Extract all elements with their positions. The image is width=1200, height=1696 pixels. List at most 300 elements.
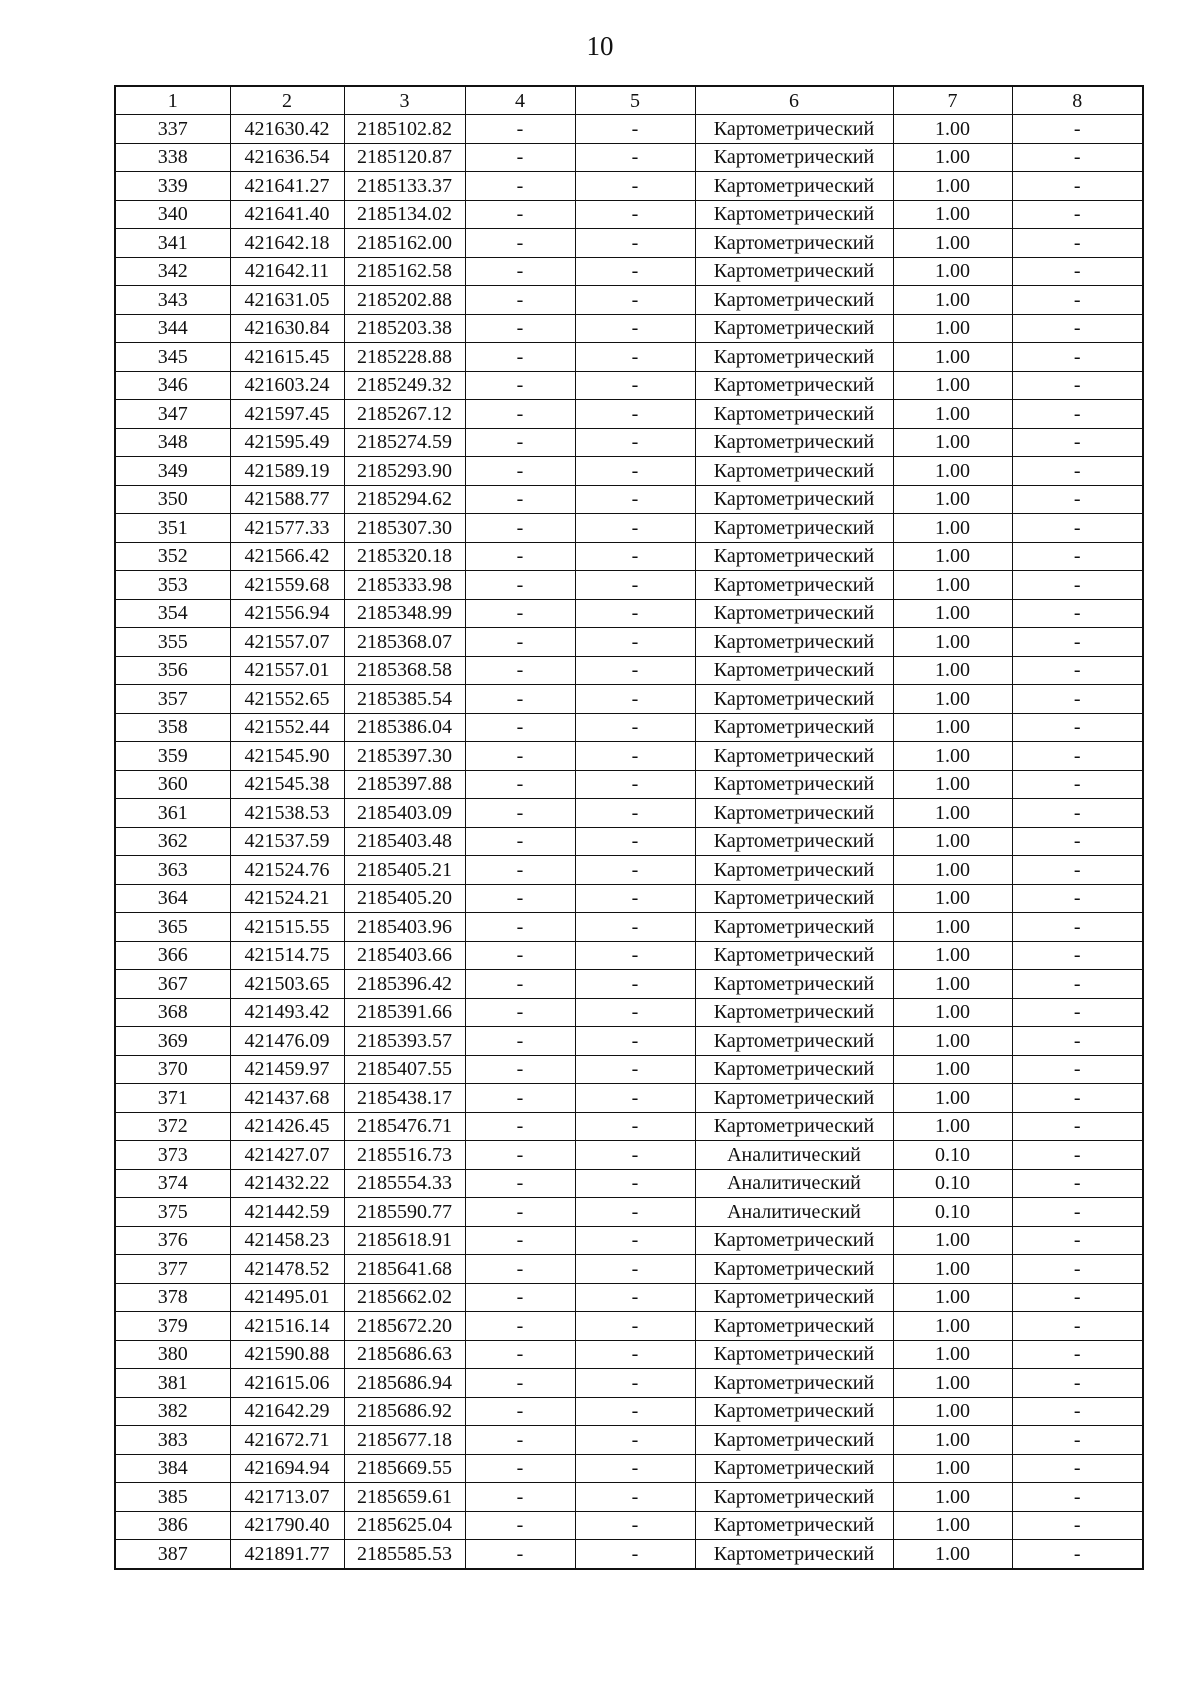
table-cell: 1.00 [893,1540,1012,1569]
table-cell: 2185476.71 [344,1112,465,1141]
table-cell: 1.00 [893,571,1012,600]
table-cell: Картометрический [695,1426,893,1455]
table-cell: 2185386.04 [344,713,465,742]
table-cell: 1.00 [893,542,1012,571]
table-cell: 421642.11 [230,257,344,286]
table-cell: - [575,1312,695,1341]
table-cell: 421642.29 [230,1397,344,1426]
table-cell: 421493.42 [230,998,344,1027]
table-cell: 355 [115,628,230,657]
table-cell: 337 [115,115,230,144]
table-cell: Картометрический [695,314,893,343]
table-row [115,371,1143,400]
table-cell: 1.00 [893,1027,1012,1056]
table-cell: Картометрический [695,884,893,913]
table-cell: - [575,428,695,457]
table-row [115,314,1143,343]
table-cell: 1.00 [893,1084,1012,1113]
table-cell: - [575,913,695,942]
table-cell: Картометрический [695,343,893,372]
table-cell: Картометрический [695,998,893,1027]
table-cell: 2185396.42 [344,970,465,999]
table-cell: - [1012,314,1143,343]
table-cell: Картометрический [695,571,893,600]
table-cell: Картометрический [695,1540,893,1569]
table-cell: - [465,286,575,315]
table-cell: - [465,856,575,885]
table-cell: - [1012,742,1143,771]
table-cell: - [1012,770,1143,799]
table-cell: - [575,628,695,657]
table-cell: 2185618.91 [344,1226,465,1255]
table-cell: 421631.05 [230,286,344,315]
table-cell: 0.10 [893,1169,1012,1198]
table-cell: 384 [115,1454,230,1483]
table-cell: 1.00 [893,1454,1012,1483]
table-cell: 0.10 [893,1141,1012,1170]
table-cell: 2185590.77 [344,1198,465,1227]
table-cell: - [575,1283,695,1312]
table-cell: 2185333.98 [344,571,465,600]
table-cell: 378 [115,1283,230,1312]
table-cell: 2185102.82 [344,115,465,144]
table-cell: 359 [115,742,230,771]
table-cell: - [1012,485,1143,514]
table-cell: 421537.59 [230,827,344,856]
column-header: 7 [893,86,1012,115]
table-cell: Картометрический [695,1511,893,1540]
column-header: 2 [230,86,344,115]
table-cell: 340 [115,200,230,229]
table-cell: - [575,685,695,714]
table-cell: - [1012,172,1143,201]
table-body [115,115,1143,1569]
table-cell: - [1012,1226,1143,1255]
table-cell: 349 [115,457,230,486]
table-cell: 385 [115,1483,230,1512]
table-cell: Картометрический [695,656,893,685]
table-cell: - [1012,1340,1143,1369]
table-cell: 374 [115,1169,230,1198]
table-cell: 1.00 [893,400,1012,429]
table-cell: - [465,143,575,172]
table-cell: Картометрический [695,428,893,457]
table-cell: 369 [115,1027,230,1056]
table-cell: 345 [115,343,230,372]
table-cell: Картометрический [695,970,893,999]
table-cell: 1.00 [893,172,1012,201]
table-cell: - [1012,1540,1143,1569]
table-cell: 386 [115,1511,230,1540]
table-cell: - [465,1112,575,1141]
table-cell: - [1012,1369,1143,1398]
table-cell: - [465,1027,575,1056]
table-row [115,1426,1143,1455]
table-cell: - [465,1397,575,1426]
table-cell: - [575,343,695,372]
table-cell: 377 [115,1255,230,1284]
table-row [115,143,1143,172]
table-cell: - [1012,1027,1143,1056]
table-cell: - [1012,1255,1143,1284]
table-cell: 350 [115,485,230,514]
table-cell: 2185625.04 [344,1511,465,1540]
table-cell: 344 [115,314,230,343]
table-cell: 2185134.02 [344,200,465,229]
table-cell: 421603.24 [230,371,344,400]
table-cell: - [575,514,695,543]
table-cell: - [1012,827,1143,856]
table-cell: 1.00 [893,1312,1012,1341]
table-cell: 380 [115,1340,230,1369]
table-cell: Картометрический [695,1226,893,1255]
table-cell: - [575,827,695,856]
column-header: 6 [695,86,893,115]
table-cell: 356 [115,656,230,685]
table-cell: - [465,1283,575,1312]
table-row [115,998,1143,1027]
table-cell: - [1012,913,1143,942]
table-cell: - [465,200,575,229]
table-cell: - [575,742,695,771]
table-cell: - [575,485,695,514]
table-cell: - [575,257,695,286]
table-cell: Картометрический [695,1283,893,1312]
table-cell: 2185368.07 [344,628,465,657]
table-row [115,457,1143,486]
table-cell: - [1012,970,1143,999]
table-cell: - [1012,371,1143,400]
table-cell: - [465,371,575,400]
column-header: 8 [1012,86,1143,115]
table-cell: 2185120.87 [344,143,465,172]
table-cell: 2185320.18 [344,542,465,571]
table-cell: Картометрический [695,1483,893,1512]
table-cell: - [465,485,575,514]
table-cell: Картометрический [695,286,893,315]
table-row [115,856,1143,885]
table-cell: Картометрический [695,172,893,201]
table-row [115,257,1143,286]
table-cell: - [465,941,575,970]
table-cell: Картометрический [695,770,893,799]
table-row [115,343,1143,372]
table-cell: - [1012,1112,1143,1141]
table-cell: 1.00 [893,257,1012,286]
table-cell: 357 [115,685,230,714]
column-header: 1 [115,86,230,115]
table-cell: Картометрический [695,514,893,543]
table-cell: - [1012,713,1143,742]
table-row [115,1198,1143,1227]
table-cell: 351 [115,514,230,543]
table-cell: - [465,770,575,799]
table-cell: - [1012,286,1143,315]
table-cell: - [575,1511,695,1540]
table-cell: Картометрический [695,400,893,429]
table-cell: Картометрический [695,1312,893,1341]
table-cell: - [1012,884,1143,913]
table-cell: - [575,457,695,486]
table-cell: 2185403.66 [344,941,465,970]
table-cell: 339 [115,172,230,201]
table-cell: Картометрический [695,685,893,714]
table-cell: 365 [115,913,230,942]
table-row [115,1112,1143,1141]
table-cell: 1.00 [893,314,1012,343]
table-cell: - [465,1426,575,1455]
table-cell: 376 [115,1226,230,1255]
table-cell: 353 [115,571,230,600]
table-cell: - [465,742,575,771]
table-cell: - [1012,1426,1143,1455]
table-cell: Картометрический [695,1369,893,1398]
table-cell: Аналитический [695,1198,893,1227]
table-cell: 421694.94 [230,1454,344,1483]
table-cell: - [465,229,575,258]
table-cell: - [465,1055,575,1084]
table-cell: Картометрический [695,913,893,942]
table-row [115,542,1143,571]
table-cell: Картометрический [695,257,893,286]
table-row [115,1084,1143,1113]
column-header: 3 [344,86,465,115]
table-cell: - [1012,343,1143,372]
table-cell: 421615.45 [230,343,344,372]
table-cell: 1.00 [893,1511,1012,1540]
table-cell: - [1012,257,1143,286]
table-cell: 2185662.02 [344,1283,465,1312]
table-cell: 421559.68 [230,571,344,600]
table-cell: - [465,1141,575,1170]
table-row [115,1397,1143,1426]
table-cell: 421556.94 [230,599,344,628]
table-cell: 370 [115,1055,230,1084]
table-cell: 2185203.38 [344,314,465,343]
table-row [115,1169,1143,1198]
table-row [115,1369,1143,1398]
table-cell: 2185659.61 [344,1483,465,1512]
table-cell: 421552.44 [230,713,344,742]
table-cell: 2185397.88 [344,770,465,799]
table-cell: 1.00 [893,371,1012,400]
table-cell: Картометрический [695,1454,893,1483]
table-cell: 421516.14 [230,1312,344,1341]
table-cell: 1.00 [893,200,1012,229]
table-cell: 421588.77 [230,485,344,514]
table-cell: 368 [115,998,230,1027]
table-cell: - [465,542,575,571]
table-cell: 1.00 [893,856,1012,885]
table-cell: - [465,970,575,999]
table-cell: - [1012,143,1143,172]
table-cell: - [575,1426,695,1455]
table-cell: 358 [115,713,230,742]
table-cell: - [575,941,695,970]
table-cell: 421432.22 [230,1169,344,1198]
table-cell: 2185403.09 [344,799,465,828]
table-cell: 346 [115,371,230,400]
table-cell: - [575,286,695,315]
table-cell: 421503.65 [230,970,344,999]
table-cell: - [1012,685,1143,714]
table-cell: - [1012,628,1143,657]
column-header: 5 [575,86,695,115]
table-cell: 1.00 [893,713,1012,742]
table-cell: - [465,1226,575,1255]
table-cell: - [465,1198,575,1227]
table-cell: - [1012,1312,1143,1341]
table-cell: 371 [115,1084,230,1113]
table-cell: Картометрический [695,1255,893,1284]
table-cell: - [1012,1169,1143,1198]
table-cell: - [1012,1084,1143,1113]
table-cell: 372 [115,1112,230,1141]
table-cell: 360 [115,770,230,799]
table-cell: 421713.07 [230,1483,344,1512]
table-cell: - [575,229,695,258]
table-cell: - [1012,571,1143,600]
table-cell: - [575,1340,695,1369]
table-cell: Картометрический [695,1340,893,1369]
table-cell: - [1012,998,1143,1027]
table-row [115,599,1143,628]
table-cell: - [465,1312,575,1341]
page-number: 10 [586,31,614,61]
table-cell: - [1012,514,1143,543]
table-cell: Картометрический [695,1397,893,1426]
table-cell: 1.00 [893,1226,1012,1255]
table-row [115,514,1143,543]
table-cell: 383 [115,1426,230,1455]
table-cell: - [575,1169,695,1198]
table-row [115,428,1143,457]
table-cell: - [1012,229,1143,258]
table-cell: - [575,656,695,685]
table-cell: 1.00 [893,1055,1012,1084]
table-cell: - [465,1169,575,1198]
table-cell: 421577.33 [230,514,344,543]
table-cell: 338 [115,143,230,172]
table-cell: - [465,799,575,828]
table-cell: 2185438.17 [344,1084,465,1113]
table-cell: - [575,1454,695,1483]
table-cell: 1.00 [893,656,1012,685]
table-cell: 1.00 [893,941,1012,970]
table-cell: 343 [115,286,230,315]
table-cell: Картометрический [695,742,893,771]
table-row [115,485,1143,514]
table-cell: - [575,200,695,229]
table-cell: 2185202.88 [344,286,465,315]
table-cell: 421476.09 [230,1027,344,1056]
table-cell: 1.00 [893,1283,1012,1312]
table-cell: - [465,656,575,685]
table-cell: - [575,1027,695,1056]
table-cell: 2185368.58 [344,656,465,685]
table-cell: - [575,172,695,201]
table-row [115,115,1143,144]
column-header: 4 [465,86,575,115]
table-header [115,86,1143,115]
table-cell: - [575,799,695,828]
table-cell: 1.00 [893,827,1012,856]
table-cell: 421557.01 [230,656,344,685]
table-cell: - [465,1540,575,1569]
table-cell: - [465,1369,575,1398]
table-cell: 421597.45 [230,400,344,429]
table-cell: Картометрический [695,856,893,885]
table-cell: 2185228.88 [344,343,465,372]
table-cell: 421595.49 [230,428,344,457]
table-cell: 1.00 [893,770,1012,799]
table-cell: 2185348.99 [344,599,465,628]
table-cell: - [575,571,695,600]
table-cell: - [575,1255,695,1284]
table-cell: 354 [115,599,230,628]
table-cell: 1.00 [893,115,1012,144]
table-cell: 1.00 [893,1112,1012,1141]
table-cell: 2185405.21 [344,856,465,885]
table-cell: 375 [115,1198,230,1227]
table-cell: 1.00 [893,913,1012,942]
table-cell: 1.00 [893,1426,1012,1455]
table-cell: 352 [115,542,230,571]
table-cell: 2185686.94 [344,1369,465,1398]
table-row [115,770,1143,799]
table-cell: 421437.68 [230,1084,344,1113]
header-row [115,86,1143,115]
table-cell: 361 [115,799,230,828]
table-row [115,656,1143,685]
table-cell: 1.00 [893,428,1012,457]
table-cell: Картометрический [695,1027,893,1056]
table-cell: - [465,713,575,742]
table-cell: - [575,1198,695,1227]
table-cell: 1.00 [893,1340,1012,1369]
table-cell: Картометрический [695,1112,893,1141]
table-cell: 1.00 [893,1397,1012,1426]
table-cell: 1.00 [893,485,1012,514]
table-row [115,1454,1143,1483]
table-row [115,713,1143,742]
table-row [115,742,1143,771]
table-cell: 421566.42 [230,542,344,571]
table-row [115,884,1143,913]
table-cell: 2185293.90 [344,457,465,486]
table-row [115,685,1143,714]
table-cell: 421426.45 [230,1112,344,1141]
table-row [115,1312,1143,1341]
table-cell: - [465,571,575,600]
table-cell: 2185554.33 [344,1169,465,1198]
table-cell: Картометрический [695,941,893,970]
table-row [115,571,1143,600]
table-cell: 421636.54 [230,143,344,172]
table-cell: 1.00 [893,799,1012,828]
table-cell: 366 [115,941,230,970]
table-cell: - [465,1454,575,1483]
coordinates-table [114,85,1144,1570]
table-cell: 1.00 [893,343,1012,372]
table-cell: 2185385.54 [344,685,465,714]
table-cell: Картометрический [695,827,893,856]
table-cell: - [465,314,575,343]
table-cell: - [1012,1141,1143,1170]
table-cell: - [1012,1454,1143,1483]
table-row [115,1511,1143,1540]
table-cell: - [1012,1198,1143,1227]
